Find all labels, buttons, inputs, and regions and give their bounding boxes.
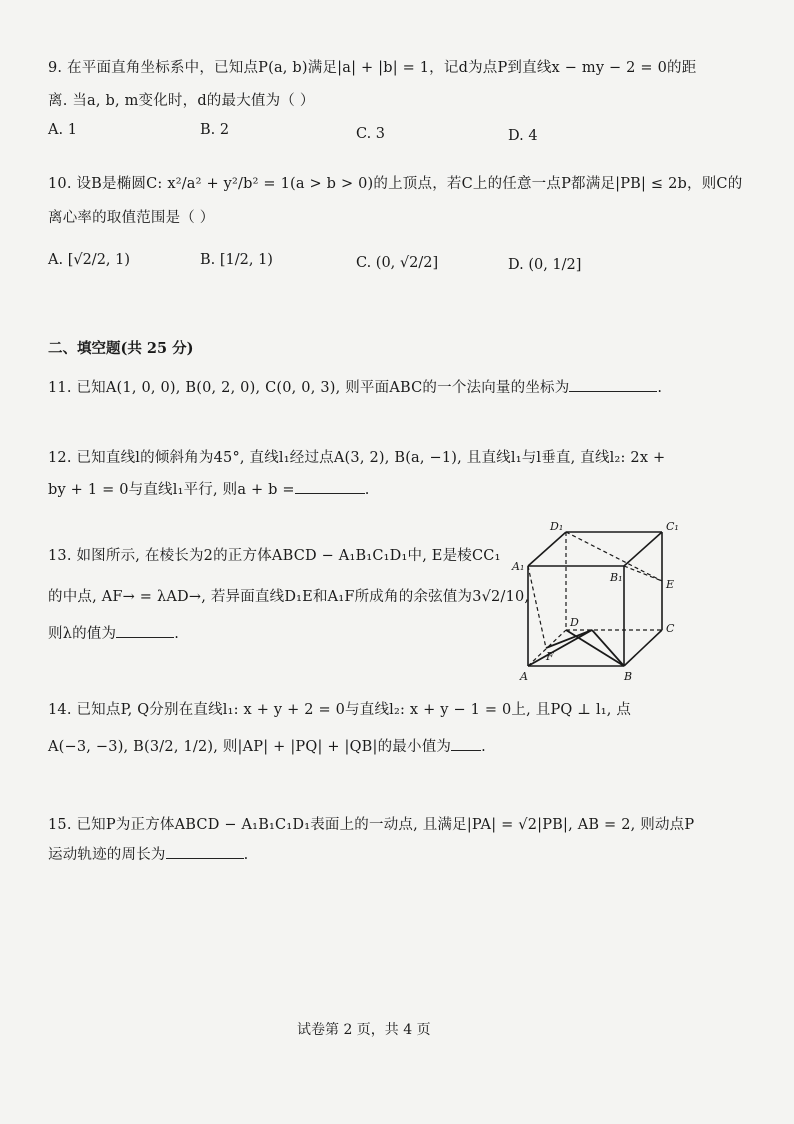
q10-line2: 离心率的取值范围是（ ） — [48, 210, 215, 226]
q14-line2-wrap — [48, 735, 486, 756]
q13-line3: 则λ的值为 — [48, 626, 117, 642]
q12-line1: 12. 已知直线l的倾斜角为45°, 直线l₁经过点A(3, 2), B(a, −1), 且直线l₁与l垂直, 直线l₂: 2x + — [48, 450, 666, 466]
q10-option-b: B. [1/2, 1) — [200, 252, 273, 268]
section-title: 二、填空题(共 25 分) — [48, 340, 194, 357]
q10-option-a: A. [√2/2, 1) — [48, 252, 131, 268]
label-a: A — [520, 670, 528, 683]
edge-bc — [624, 630, 662, 666]
q9-option-a: A. 1 — [48, 122, 77, 138]
q10-option-c: C. (0, √2/2] — [356, 255, 439, 271]
label-e: E — [666, 578, 675, 591]
seg-dk-b — [592, 630, 624, 666]
q10-option-d: D. (0, 1/2] — [508, 257, 582, 273]
cube-figure — [506, 518, 692, 688]
page-footer: 试卷第 2 页，共 4 页 — [297, 1022, 431, 1038]
q13-line2: 的中点, AF→ = λAD→, 若异面直线D₁E和A₁F所成角的余弦值为3√2/10, — [48, 589, 530, 605]
q13-end: . — [174, 626, 180, 642]
q15-line1: 15. 已知P为正方体ABCD − A₁B₁C₁D₁表面上的一动点, 且满足|PA| = √2|PB|, AB = 2, 则动点P — [48, 817, 695, 833]
q12-answer-blank[interactable] — [295, 479, 365, 494]
q15-line2: 运动轨迹的周长为 — [48, 847, 166, 863]
q11-text — [48, 376, 662, 397]
label-b1: B₁ — [610, 571, 623, 584]
q11-answer-blank[interactable] — [569, 377, 657, 392]
label-f: F — [546, 650, 554, 663]
q11-end: . — [657, 380, 663, 396]
q10-line1: 10. 设B是椭圆C: x²/a² + y²/b² = 1(a > b > 0)的上顶点，若C上的任意一点P都满足|PB| ≤ 2b，则C的 — [48, 176, 743, 192]
q14-line1: 14. 已知点P, Q分别在直线l₁: x + y + 2 = 0与直线l₂: x + y − 1 = 0上, 且PQ ⊥ l₁, 点 — [48, 702, 632, 718]
label-c: C — [666, 622, 675, 635]
q13-answer-blank[interactable] — [116, 623, 174, 638]
edge-d1a1 — [528, 532, 566, 566]
q9-line2: 离. 当a, b, m变化时，d的最大值为（ ） — [48, 93, 315, 109]
label-c1: C₁ — [666, 520, 679, 533]
q9-option-c: C. 3 — [356, 126, 386, 142]
q14-answer-blank[interactable] — [451, 736, 481, 751]
q9-line1: 9. 在平面直角坐标系中，已知点P(a, b)满足|a| + |b| = 1，记d为点P到直线x − my − 2 = 0的距 — [48, 60, 697, 76]
q11-question: 11. 已知A(1, 0, 0), B(0, 2, 0), C(0, 0, 3), 则平面ABC的一个法向量的坐标为 — [48, 380, 570, 396]
label-b: B — [624, 670, 633, 683]
edge-c1b1 — [624, 532, 662, 566]
label-a1: A₁ — [512, 560, 525, 573]
q15-answer-blank[interactable] — [166, 844, 244, 859]
seg-db — [566, 630, 624, 666]
q12-line2: by + 1 = 0与直线l₁平行, 则a + b = — [48, 482, 295, 498]
q15-end: . — [243, 847, 249, 863]
seg-a1f — [528, 566, 546, 648]
label-d1: D₁ — [550, 520, 564, 533]
q14-end: . — [481, 739, 486, 755]
q13-line1: 13. 如图所示, 在棱长为2的正方体ABCD − A₁B₁C₁D₁中, E是棱CC₁ — [48, 548, 501, 564]
q9-option-d: D. 4 — [508, 128, 538, 144]
q12-end: . — [364, 482, 370, 498]
q15-line2-wrap — [48, 843, 248, 864]
q9-option-b: B. 2 — [200, 122, 230, 138]
q14-line2: A(−3, −3), B(3/2, 1/2), 则|AP| + |PQ| + |QB|的最小值为 — [48, 739, 452, 755]
q12-line2-wrap — [48, 478, 370, 499]
q13-line3-wrap — [48, 622, 179, 643]
label-d: D — [570, 616, 579, 629]
